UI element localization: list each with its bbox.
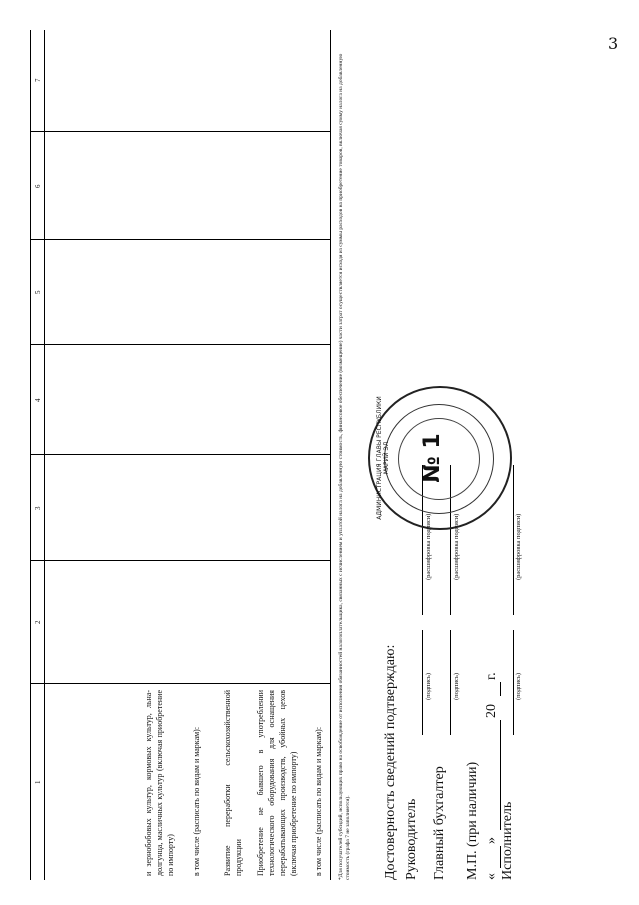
decoding-caption: (расшифровка подписи): [453, 513, 460, 580]
decoding-caption: (расшифровка подписи): [425, 513, 432, 580]
executor-label: Исполнитель: [500, 801, 515, 880]
column-number: 5: [34, 290, 42, 294]
signature-caption: (подпись): [425, 673, 432, 700]
accountant-label: Главный бухгалтер: [432, 766, 447, 880]
column-number: 3: [34, 506, 42, 510]
col-divider: [30, 131, 330, 132]
signature-caption: (подпись): [453, 673, 460, 700]
date-open-quote: «: [484, 873, 499, 880]
seal-label: М.П. (при наличии): [465, 761, 480, 880]
table-top-rule: [30, 30, 31, 880]
col-divider: [30, 239, 330, 240]
column-number: 4: [34, 398, 42, 402]
signature-line: [422, 630, 423, 735]
col-divider: [30, 560, 330, 561]
page-number: 3: [608, 34, 619, 53]
col-divider: [30, 344, 330, 345]
rotated-form: [0, 30, 525, 880]
table-header-rule: [44, 30, 45, 880]
signature-caption: (подпись): [515, 673, 522, 700]
head-label: Руководитель: [404, 798, 419, 880]
column-number: 6: [34, 184, 42, 188]
stamp-outer-text: АДМИНИСТРАЦИЯ ГЛАВЫ РЕСПУБЛИКИ МАРИЙ ЭЛ: [376, 396, 390, 520]
table-row-label: Приобретение не бывшего в употреблении технологического оборудования для оснащения перерабатывающих производств, убойных цехов (включая приобретение по импорту): [256, 690, 298, 876]
table-row-label: и зернобобовых культур, кормовых культур, льна-долгунца, масличных культур (включая приобретение по импорту): [144, 690, 175, 876]
date-year-line: [500, 682, 501, 696]
decoding-line: [513, 465, 514, 615]
stamp-number: № 1: [420, 433, 445, 483]
column-number: 2: [34, 620, 42, 624]
table-row-label: в том числе (расписать по видам и маркам):: [314, 726, 323, 876]
confirmation-heading: Достоверность сведений подтверждаю:: [383, 644, 398, 880]
date-close-quote: »: [484, 837, 499, 844]
signature-line: [513, 630, 514, 735]
official-stamp: [368, 386, 512, 530]
col-divider: [30, 683, 330, 684]
column-number: 7: [34, 78, 42, 82]
table-row-label: Развитие переработки сельскохозяйственной продукции: [223, 690, 243, 876]
column-number: 1: [34, 780, 42, 784]
footnote: *Для получателей субсидий, использующих право на освобождение от исполнения обязанностей налогоплательщика, связанных с исчислением и уплатой налога на добавленную стоимость, финансовое обеспечение (возмещение) части затрат осуществляется исходя из суммы расходов на приобретение товаров, включая сумму налога на добавленную стоимость (графа 7 не заполняется).: [338, 53, 351, 880]
decoding-caption: (расшифровка подписи): [515, 513, 522, 580]
date-year-suffix: г.: [484, 672, 499, 680]
date-year-prefix: 20: [484, 704, 499, 718]
table-row-label: в том числе (расписать по видам и маркам):: [192, 726, 201, 876]
table-bottom-rule: [330, 30, 331, 880]
col-divider: [30, 454, 330, 455]
signature-line: [450, 630, 451, 735]
